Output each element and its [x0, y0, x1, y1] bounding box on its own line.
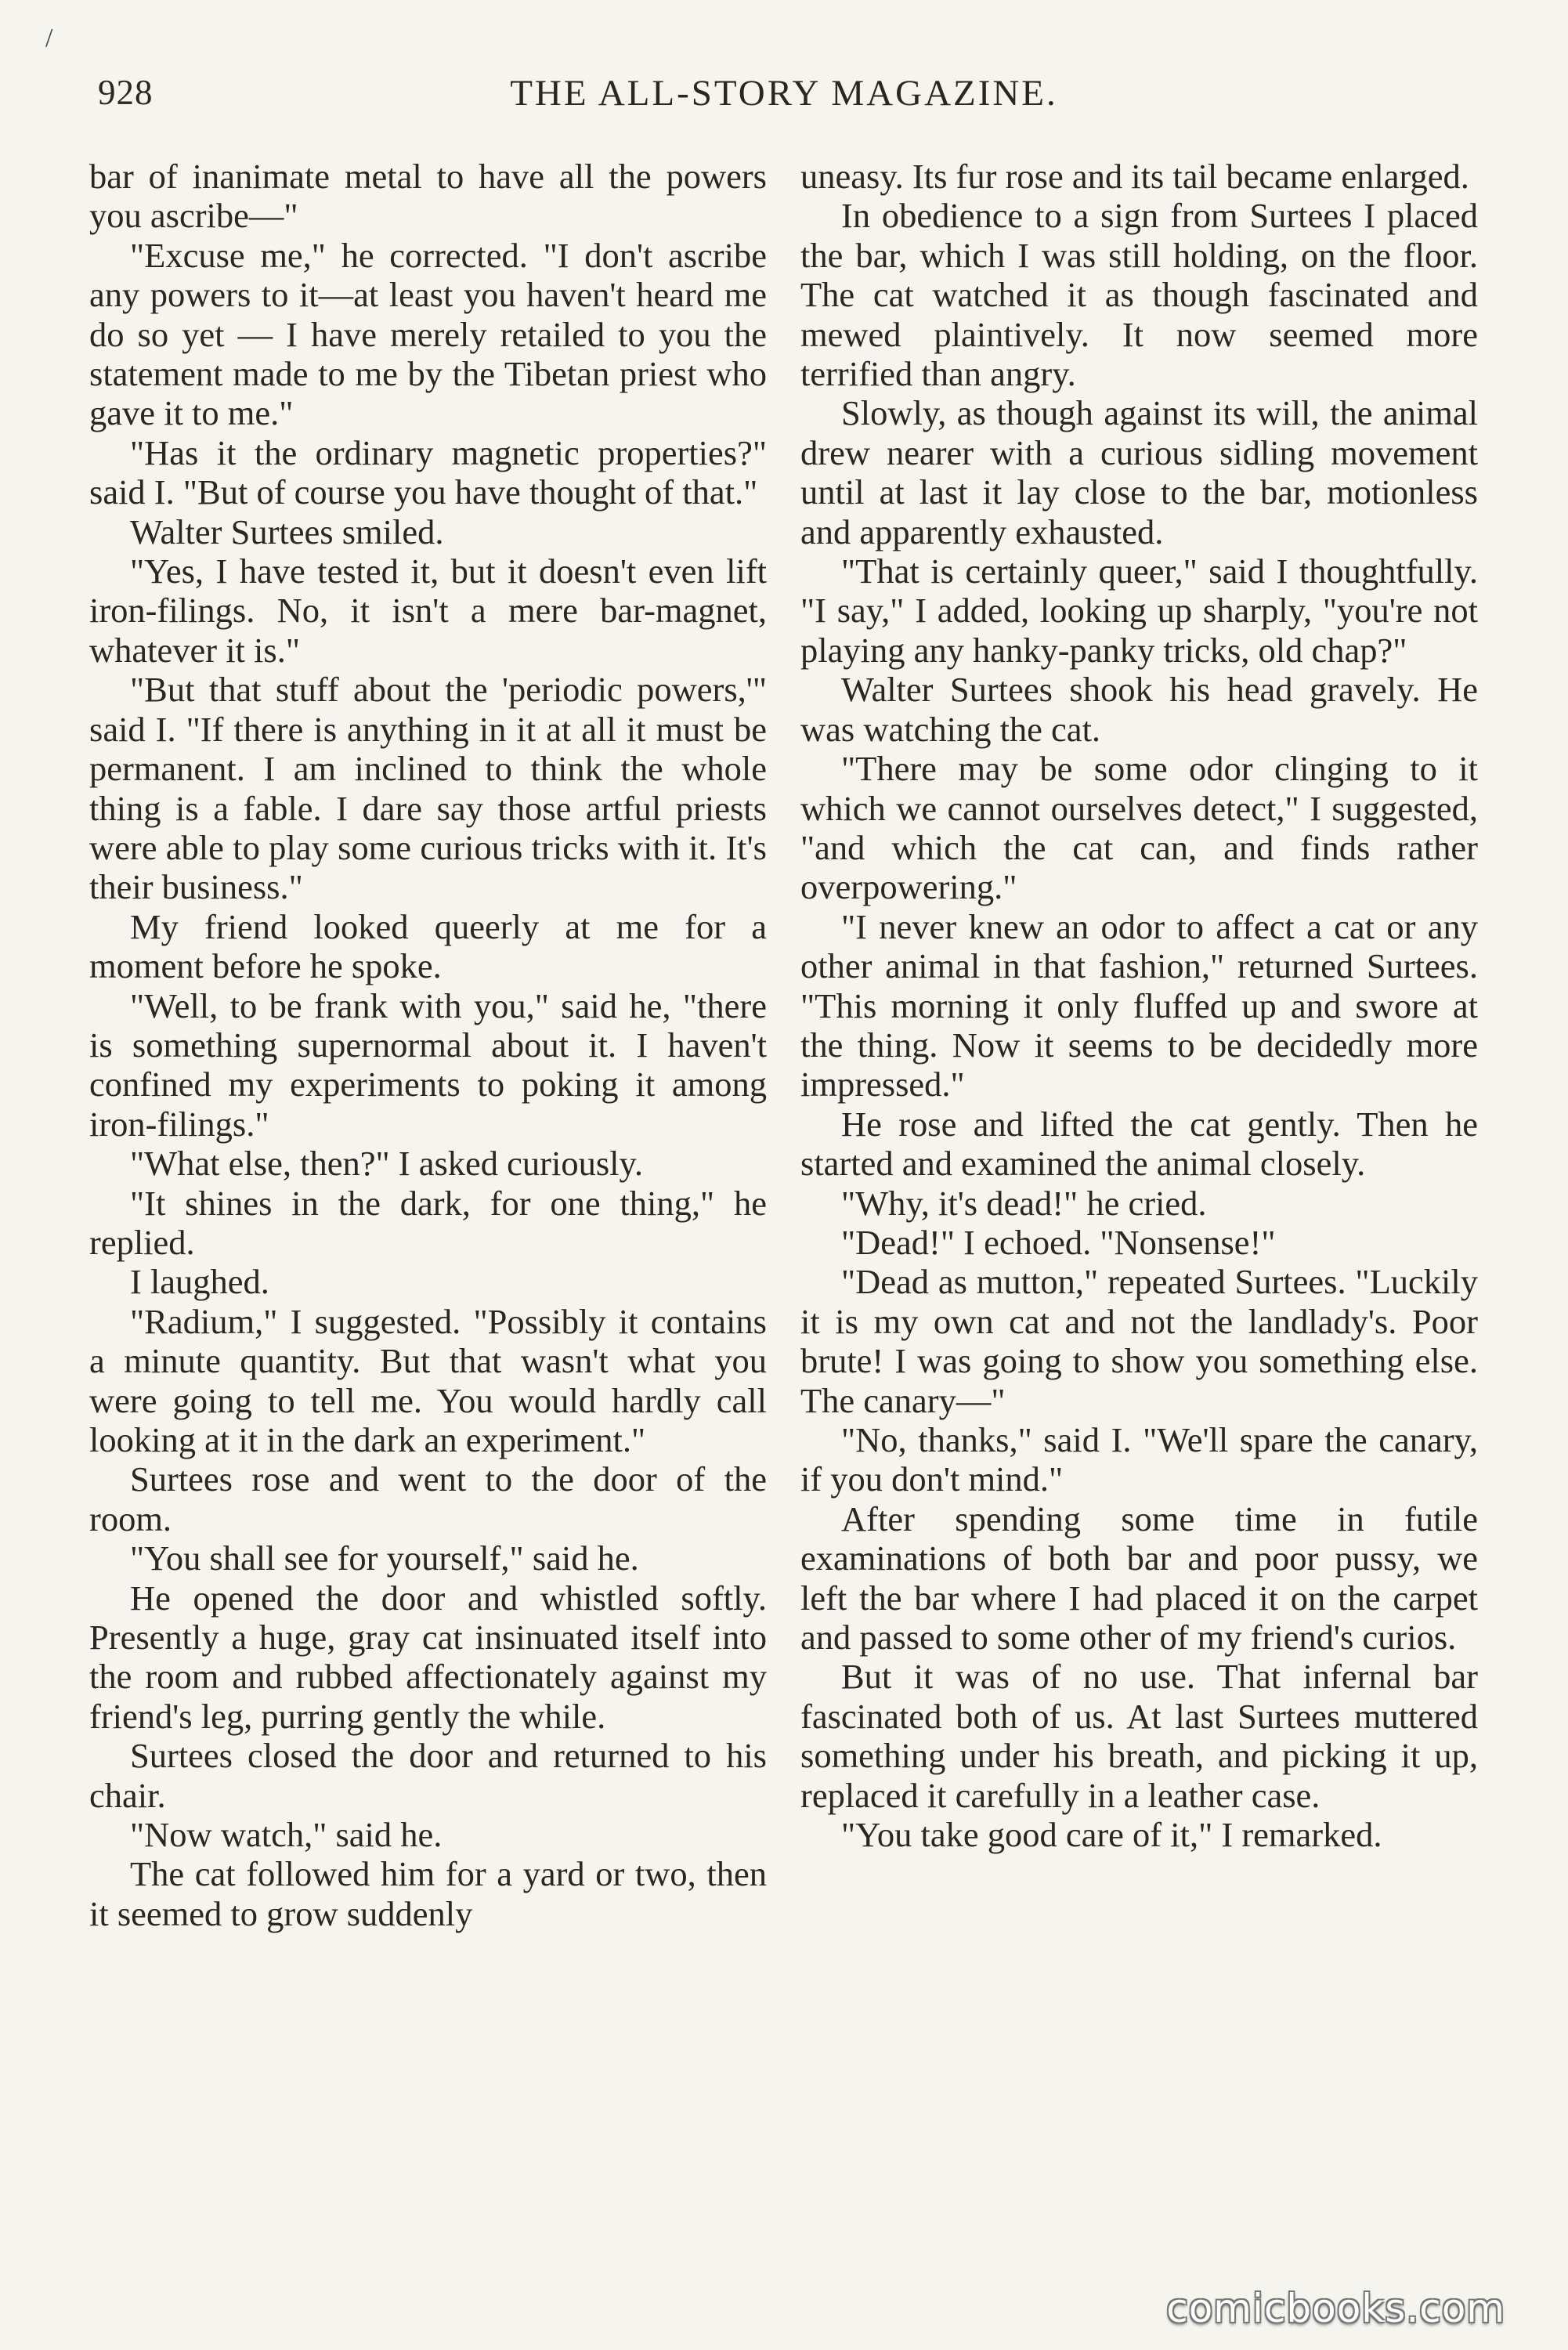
paragraph: "Excuse me," he corrected. "I don't ascribe any powers to it—at least you haven't heard me do so yet — I have merely retailed to you the statement made to me by the Tibetan priest who gave it to me.": [89, 235, 767, 433]
watermark: comicbooks.com: [1166, 2286, 1505, 2331]
paragraph: He opened the door and whistled softly. Presently a huge, gray cat insinuated itself into the room and rubbed affectionately against my friend's leg, purring gently the while.: [89, 1578, 767, 1736]
paragraph: Surtees closed the door and returned to his chair.: [89, 1736, 767, 1815]
paragraph: "I never knew an odor to affect a cat or any other animal in that fashion," returned Surtees. "This morning it only fluffed up and swore at the thing. Now it seems to be decidedly more impressed.": [800, 906, 1478, 1104]
paragraph: My friend looked queerly at me for a moment before he spoke.: [89, 906, 767, 986]
paragraph: "It shines in the dark, for one thing," he replied.: [89, 1183, 767, 1262]
paragraph: Surtees rose and went to the door of the room.: [89, 1459, 767, 1538]
paragraph: Walter Surtees shook his head gravely. He was watching the cat.: [800, 670, 1478, 749]
paragraph: "You shall see for yourself," said he.: [130, 1538, 639, 1578]
paragraph: The cat followed him for a yard or two, then it seemed to grow suddenly: [89, 1854, 767, 1933]
paragraph: "Well, to be frank with you," said he, "there is something supernormal about it. I haven't confined my experiments to poking it among iron-filings.": [89, 985, 767, 1144]
paragraph: "Yes, I have tested it, but it doesn't even lift iron-filings. No, it isn't a mere bar-magnet, whatever it is.": [89, 551, 767, 670]
paragraph: But it was of no use. That infernal bar fascinated both of us. At last Surtees muttered something under his breath, and picking it up, replaced it carefully in a leather case.: [800, 1657, 1478, 1815]
right-column: [800, 157, 1478, 1854]
paragraph: bar of inanimate metal to have all the powers you ascribe—": [89, 157, 767, 236]
paragraph: "Has it the ordinary magnetic properties?" said I. "But of course you have thought of that.": [89, 432, 767, 512]
page-number: 928: [98, 73, 154, 112]
paragraph: uneasy. Its fur rose and its tail became enlarged.: [800, 157, 1469, 196]
paragraph: "Radium," I suggested. "Possibly it contains a minute quantity. But that wasn't what you were going to tell me. You would hardly call looking at it in the dark an experiment.": [89, 1301, 767, 1459]
paragraph: "But that stuff about the 'periodic powers,'" said I. "If there is anything in it at all it must be permanent. I am inclined to think the whole thing is a fable. I dare say those artful priests were able to play some curious tricks with it. It's their business.": [89, 670, 767, 907]
paragraph: Slowly, as though against its will, the animal drew nearer with a curious sidling movement until at last it lay close to the bar, motionless and apparently exhausted.: [800, 393, 1478, 551]
paragraph: Walter Surtees smiled.: [130, 512, 444, 551]
paragraph: He rose and lifted the cat gently. Then he started and examined the animal closely.: [800, 1104, 1478, 1184]
page-header: [98, 72, 1470, 127]
paragraph: "Dead as mutton," repeated Surtees. "Luckily it is my own cat and not the landlady's. Poor brute! I was going to show you something else. The canary—": [800, 1262, 1478, 1420]
paragraph: "There may be some odor clinging to it which we cannot ourselves detect," I suggested, "and which the cat can, and finds rather overpowering.": [800, 749, 1478, 907]
left-column: [89, 157, 767, 1933]
paragraph: "No, thanks," said I. "We'll spare the canary, if you don't mind.": [800, 1420, 1478, 1499]
paragraph: "What else, then?" I asked curiously.: [130, 1144, 643, 1184]
paragraph: After spending some time in futile examinations of both bar and poor pussy, we left the bar where I had placed it on the carpet and passed to some other of my friend's curios.: [800, 1499, 1478, 1658]
paragraph: "You take good care of it," I remarked.: [841, 1815, 1382, 1855]
paragraph: "Now watch," said he.: [130, 1815, 443, 1855]
paragraph: "Why, it's dead!" he cried.: [841, 1183, 1207, 1223]
paragraph: "That is certainly queer," said I thoughtfully. "I say," I added, looking up sharply, "you're not playing any hanky-panky tricks, old chap?": [800, 551, 1478, 670]
magazine-title: THE ALL-STORY MAGAZINE.: [510, 73, 1058, 114]
paragraph: In obedience to a sign from Surtees I placed the bar, which I was still holding, on the floor. The cat watched it as though fascinated and mewed plaintively. It now seemed more terrified than angry.: [800, 196, 1478, 394]
scan-speck: /: [45, 24, 53, 52]
paragraph: I laughed.: [130, 1262, 269, 1302]
paragraph: "Dead!" I echoed. "Nonsense!": [841, 1222, 1276, 1262]
